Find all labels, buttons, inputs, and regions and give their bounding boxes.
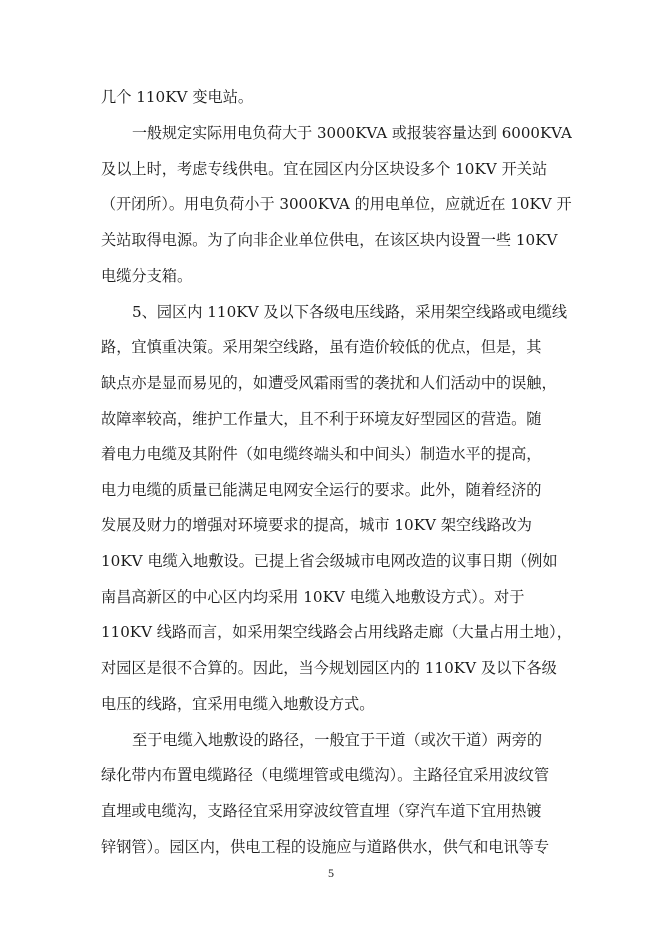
text-line: 着电力电缆及其附件（如电缆终端头和中间头）制造水平的提高， [101,445,542,463]
text-line: 缺点亦是显而易见的，如遭受风霜雨雪的袭扰和人们活动中的误触， [101,374,557,392]
text-line: 及以上时，考虑专线供电。宜在园区内分区块设多个 10KV 开关站 [101,160,548,178]
text-line: 10KV 电缆入地敷设。已提上省会级城市电网改造的议事日期（例如 [101,552,558,570]
page-number: 5 [328,866,334,880]
text-line: 发展及财力的增强对环境要求的提高，城市 10KV 架空线路改为 [101,516,532,534]
text-line: 电压的线路，宜采用电缆入地敷设方式。 [101,695,375,713]
text-line: 锌钢管）。园区内，供电工程的设施应与道路供水，供气和电讯等专 [101,838,550,856]
text-line: 对园区是很不合算的。因此，当今规划园区内的 110KV 及以下各级 [101,659,557,677]
text-line: 绿化带内布置电缆路径（电缆埋管或电缆沟）。主路径宜采用波纹管 [101,766,550,784]
text-line: 110KV 线路而言，如采用架空线路会占用线路走廊（大量占用土地）， [101,623,572,641]
text-line: 电力电缆的质量已能满足电网安全运行的要求。此外，随着经济的 [101,481,542,499]
paragraph-start-line: 至于电缆入地敷设的路径，一般宜于干道（或次干道）两旁的 [132,731,543,749]
text-line: 直埋或电缆沟，支路径宜采用穿波纹管直埋（穿汽车道下宜用热镀 [101,802,542,820]
paragraph-start-line: 一般规定实际用电负荷大于 3000KVA 或报装容量达到 6000KVA [132,124,572,142]
text-line: （开闭所）。用电负荷小于 3000KVA 的用电单位，应就近在 10KV 开 [101,195,572,213]
text-line: 故障率较高，维护工作量大，且不利于环境友好型园区的营造。随 [101,410,542,428]
text-line: 路，宜慎重决策。采用架空线路，虽有造价较低的优点，但是，其 [101,338,542,356]
paragraph-start-line: 5、园区内 110KV 及以下各级电压线路，采用架空线路或电缆线 [132,303,568,321]
text-line: 几个 110KV 变电站。 [101,88,254,106]
text-line: 关站取得电源。为了向非企业单位供电，在该区块内设置一些 10KV [101,231,558,249]
text-line: 南昌高新区的中心区内均采用 10KV 电缆入地敷设方式）。对于 [101,588,525,606]
text-line: 电缆分支箱。 [101,267,193,285]
